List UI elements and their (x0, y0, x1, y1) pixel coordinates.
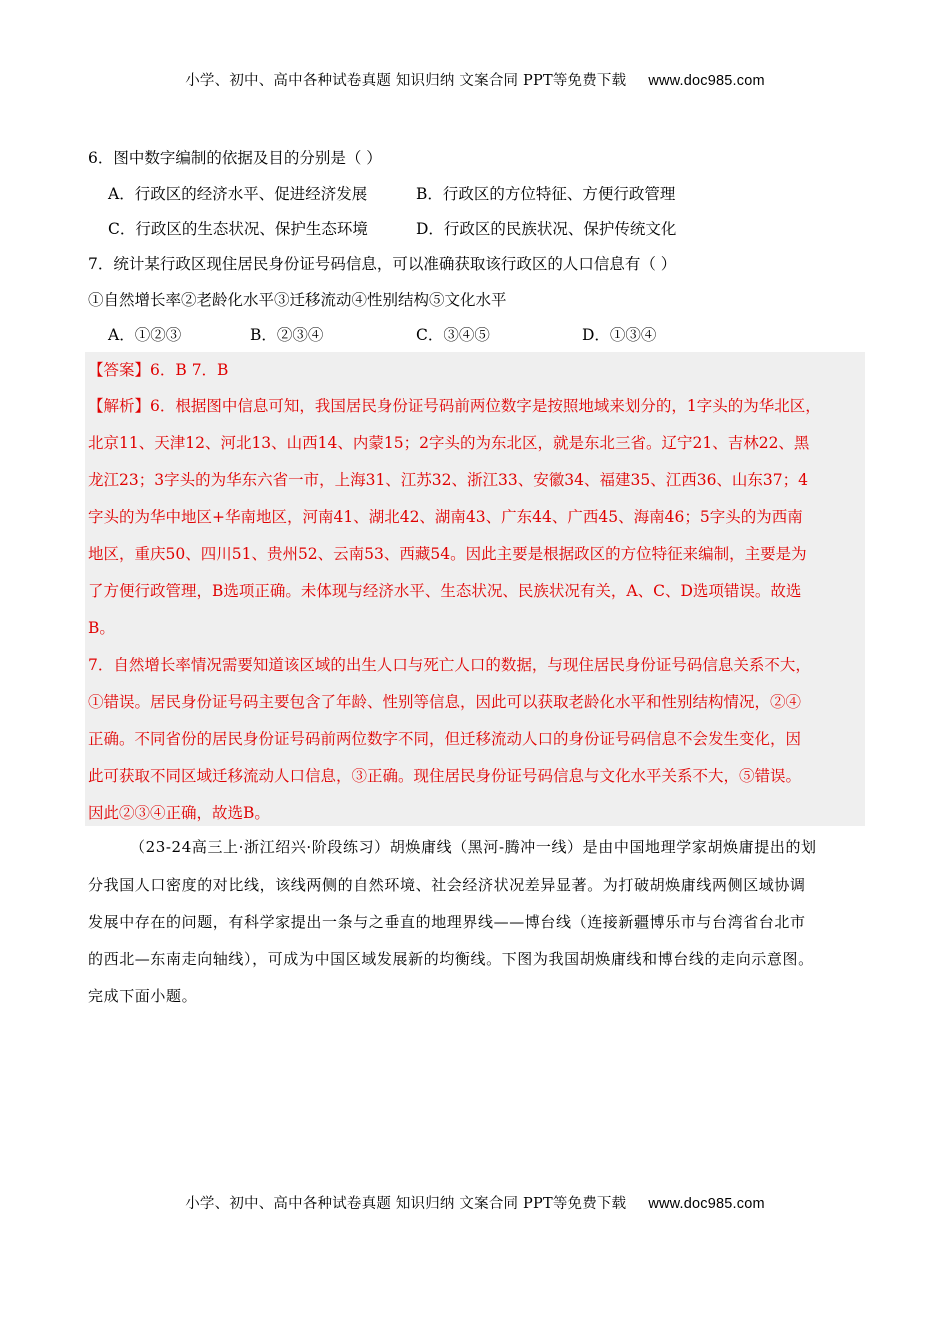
footer-text: 小学、初中、高中各种试卷真题 知识归纳 文案合同 PPT等免费下载 (185, 1196, 627, 1212)
question-7-option-d: D．①③④ (582, 326, 657, 344)
question-6-option-b: B．行政区的方位特征、方便行政管理 (416, 185, 676, 203)
page-header (0, 69, 950, 90)
question-6-option-d: D．行政区的民族状况、保护传统文化 (416, 220, 677, 238)
analysis-line-10: 正确。不同省份的居民身份证号码前两位数字不同，但迁移流动人口的身份证号码信息不会发生变化，因 (88, 730, 802, 748)
question-7-items: ①自然增长率②老龄化水平③迁移流动④性别结构⑤文化水平 (88, 291, 507, 309)
passage-line-4: 的西北—东南走向轴线），可成为中国区域发展新的均衡线。下图为我国胡焕庸线和博台线的走向示意图。 (88, 950, 814, 968)
analysis-line-5: 地区，重庆50、四川51、贵州52、云南53、西藏54。因此主要是根据政区的方位特征来编制，主要是为 (88, 545, 807, 563)
question-7-option-c: C．③④⑤ (416, 326, 490, 344)
answer-line (88, 358, 228, 380)
answer-label: 【答案】 (88, 361, 151, 379)
header-text: 小学、初中、高中各种试卷真题 知识归纳 文案合同 PPT等免费下载 (185, 73, 627, 89)
analysis-line-1: 【解析】6．根据图中信息可知，我国居民身份证号码前两位数字是按照地域来划分的，1字头的为华北区， (88, 397, 821, 415)
question-6-option-a: A．行政区的经济水平、促进经济发展 (108, 185, 368, 203)
question-6-option-c: C．行政区的生态状况、保护生态环境 (108, 220, 368, 238)
question-7-option-b: B．②③④ (250, 326, 324, 344)
page-footer (0, 1192, 950, 1213)
analysis-line-12: 因此②③④正确，故选B。 (88, 804, 270, 822)
analysis-line-6: 了方便行政管理，B选项正确。未体现与经济水平、生态状况、民族状况有关，A、C、D选项错误。故选 (88, 582, 802, 600)
analysis-line-7: B。 (88, 619, 115, 637)
header-url[interactable]: www.doc985.com (648, 73, 765, 89)
analysis-line-2: 北京11、天津12、河北13、山西14、内蒙15；2字头的为东北区，就是东北三省。辽宁21、吉林22、黑 (88, 434, 810, 452)
passage-line-5: 完成下面小题。 (88, 987, 198, 1005)
passage-line-3: 发展中存在的问题，有科学家提出一条与之垂直的地理界线——博台线（连接新疆博乐市与台湾省台北市 (88, 913, 806, 931)
analysis-line-9: ①错误。居民身份证号码主要包含了年龄、性别等信息，因此可以获取老龄化水平和性别结构情况，②④ (88, 693, 802, 711)
footer-url[interactable]: www.doc985.com (648, 1196, 765, 1212)
analysis-line-3: 龙江23；3字头的为华东六省一市，上海31、江苏32、浙江33、安徽34、福建35、江西36、山东37；4 (88, 471, 809, 489)
question-7-stem: 7．统计某行政区现住居民身份证号码信息，可以准确获取该行政区的人口信息有（ ） (88, 255, 677, 273)
passage-line-2: 分我国人口密度的对比线，该线两侧的自然环境、社会经济状况差异显著。为打破胡焕庸线两侧区域协调 (88, 876, 806, 894)
passage-line-1: （23-24高三上·浙江绍兴·阶段练习）胡焕庸线（黑河-腾冲一线）是由中国地理学家胡焕庸提出的划 (130, 838, 817, 856)
answer-text: 6．B 7．B (150, 361, 229, 379)
analysis-line-8: 7．自然增长率情况需要知道该区域的出生人口与死亡人口的数据，与现住居民身份证号码信息关系不大， (88, 656, 811, 674)
question-6-stem: 6．图中数字编制的依据及目的分别是（ ） (88, 149, 382, 167)
analysis-line-4: 字头的为华中地区+华南地区，河南41、湖北42、湖南43、广东44、广西45、海南46；5字头的为西南 (88, 508, 803, 526)
analysis-label: 【解析】 (88, 397, 151, 415)
analysis-line-11: 此可获取不同区域迁移流动人口信息，③正确。现住居民身份证号码信息与文化水平关系不大，⑤错误。 (88, 767, 802, 785)
question-7-option-a: A．①②③ (108, 326, 182, 344)
